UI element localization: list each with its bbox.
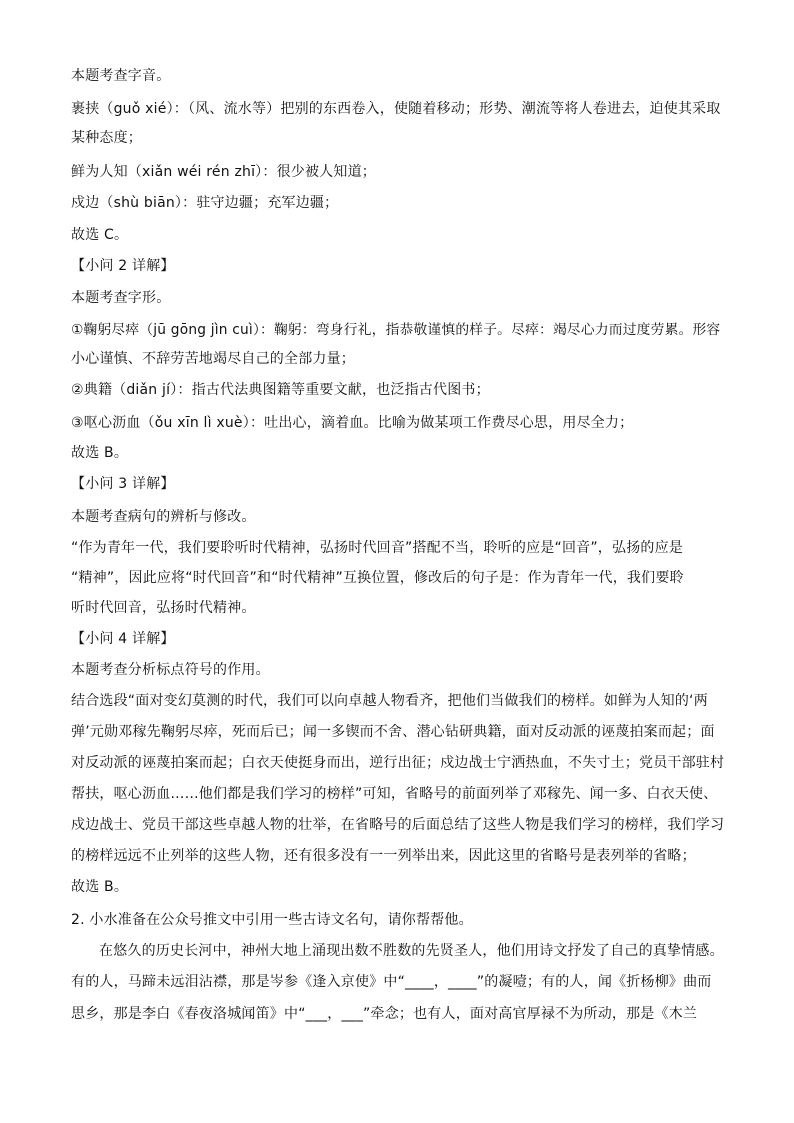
text-line: 弹’元勋邓稼先鞠躬尽瘁，死而后已；闻一多锲而不舍、潜心钻研典籍，面对反动派的诬蔑拍案而起；面	[71, 724, 715, 740]
text-line: 本题考查字音。	[71, 68, 171, 84]
text-line: 戍边战士、党员干部这些卓越人物的壮举，在省略号的后面总结了这些人物是我们学习的榜样，我们学习	[71, 817, 725, 833]
text-line: 的榜样远远不止列举的这些人物，还有很多没有一一列举出来，因此这里的省略号是表列举的省略；	[71, 848, 696, 864]
text-line: 帮扶，呕心沥血……他们都是我们学习的榜样”可知，省略号的前面列举了邓稼先、闻一多、白衣天使、	[71, 786, 718, 802]
text-line: 在悠久的历史长河中，神州大地上涌现出数不胜数的先贤圣人，他们用诗文抒发了自己的真挚情感。	[99, 943, 724, 959]
text-line: 对反动派的诬蔑拍案而起；白衣天使挺身而出，逆行出征；戍边战士宁洒热血，不失寸土；党员干部驻村	[71, 755, 725, 771]
text-line: 本题考查病句的辨析与修改。	[71, 509, 256, 525]
text-line: ①鞠躬尽瘁（jū gōng jìn cuì）：鞠躬：弯身行礼，指恭敬谨慎的样子。尽瘁：竭尽心力而过度劳累。形容	[71, 322, 721, 338]
text-line: “精神”，因此应将“时代回音”和“时代精神”互换位置，修改后的句子是：作为青年一代，我们要聆	[71, 570, 684, 586]
text-line: 小心谨慎、不辞劳苦地竭尽自己的全部力量；	[71, 351, 355, 367]
text-line: 思乡，那是李白《春夜洛城闻笛》中“___，___”牵念；也有人，面对高官厚禄不为所动，那是《木兰	[71, 1006, 698, 1022]
text-line: 鲜为人知（xiǎn wéi rén zhī）：很少被人知道；	[71, 164, 376, 180]
text-line: 本题考查分析标点符号的作用。	[71, 662, 270, 678]
question-2-prompt: 2. 小水准备在公众号推文中引用一些古诗文名句，请你帮帮他。	[71, 912, 473, 928]
text-line: 故选 B。	[71, 445, 129, 461]
text-line: ②典籍（diǎn jí）：指古代法典图籍等重要文献，也泛指古代图书；	[71, 382, 490, 398]
section-heading: 【小问 3 详解】	[71, 476, 175, 492]
section-heading: 【小问 4 详解】	[71, 631, 175, 647]
text-line: 本题考查字形。	[71, 290, 171, 306]
text-line: 裹挟（guǒ xié）：（风、流水等）把别的东西卷入，使随着移动；形势、潮流等将人卷进去，迫使其采取	[71, 101, 721, 117]
text-line: 故选 C。	[71, 227, 129, 243]
text-line: 某种态度；	[71, 130, 142, 146]
text-line: 故选 B。	[71, 879, 129, 895]
text-line: “作为青年一代，我们要聆听时代精神，弘扬时代回音”搭配不当，聆听的应是“回音”，弘扬的应是	[71, 540, 684, 556]
section-heading: 【小问 2 详解】	[71, 258, 175, 274]
text-line: 听时代回音，弘扬时代精神。	[71, 600, 256, 616]
text-line: ③呕心沥血（ǒu xīn lì xuè）：吐出心，滴着血。比喻为做某项工作费尽心思，用尽全力；	[71, 415, 634, 431]
text-line: 戍边（shù biān）：驻守边疆；充军边疆；	[71, 195, 339, 211]
text-line: 结合选段“面对变幻莫测的时代，我们可以向卓越人物看齐，把他们当做我们的榜样。如鲜为人知的‘两	[71, 693, 708, 709]
text-line: 有的人，马蹄未远泪沾襟，那是岑参《逢入京使》中“____，____”的凝噎；有的人，闻《折杨柳》曲而	[71, 974, 712, 990]
